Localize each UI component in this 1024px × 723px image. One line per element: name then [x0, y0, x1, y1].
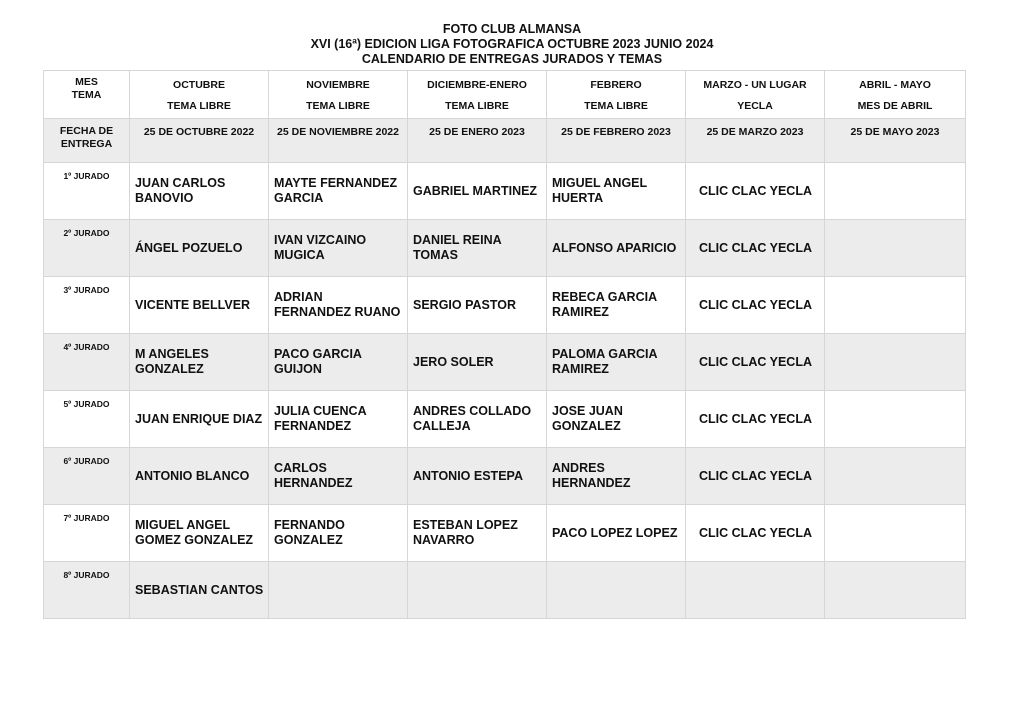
- jurado-label: 3º JURADO: [44, 277, 130, 334]
- jurado-label: 1º JURADO: [44, 163, 130, 220]
- jurado-name: VICENTE BELLVER: [130, 277, 269, 334]
- delivery-date: 25 DE FEBRERO 2023: [547, 119, 686, 163]
- jurado-name: [825, 277, 966, 334]
- jurado-name: ANDRES COLLADO CALLEJA: [408, 391, 547, 448]
- jurado-name: CLIC CLAC YECLA: [686, 163, 825, 220]
- league-edition-title: XVI (16ª) EDICION LIGA FOTOGRAFICA OCTUBRE 2023 JUNIO 2024: [310, 37, 714, 51]
- jurado-label: 5º JURADO: [44, 391, 130, 448]
- jurado-name: ANTONIO ESTEPA: [408, 448, 547, 505]
- jurado-name: [408, 562, 547, 619]
- month-cell: [686, 71, 825, 119]
- month-name: NOVIEMBRE: [306, 79, 370, 91]
- jurado-name: [269, 562, 408, 619]
- month-theme: MES DE ABRIL: [857, 100, 933, 112]
- jurado-name: CLIC CLAC YECLA: [686, 391, 825, 448]
- jurado-name: CLIC CLAC YECLA: [686, 448, 825, 505]
- month-name: DICIEMBRE-ENERO: [427, 79, 527, 91]
- jurado-name: DANIEL REINA TOMAS: [408, 220, 547, 277]
- jurado-name: JOSE JUAN GONZALEZ: [547, 391, 686, 448]
- jurado-row: [44, 505, 966, 562]
- jurado-name: GABRIEL MARTINEZ: [408, 163, 547, 220]
- fecha-entrega-label-cell: [44, 119, 130, 163]
- jurado-name: ESTEBAN LOPEZ NAVARRO: [408, 505, 547, 562]
- jurado-name: ÁNGEL POZUELO: [130, 220, 269, 277]
- jurado-row: [44, 220, 966, 277]
- jurado-name: [825, 220, 966, 277]
- jurado-row: [44, 163, 966, 220]
- jurado-row: [44, 277, 966, 334]
- month-cell: [269, 71, 408, 119]
- delivery-date: 25 DE MARZO 2023: [686, 119, 825, 163]
- jurado-name: [825, 505, 966, 562]
- fecha-label: FECHA DE: [59, 125, 114, 137]
- jurado-row: [44, 448, 966, 505]
- jurado-name: PALOMA GARCIA RAMIREZ: [547, 334, 686, 391]
- jurado-name: SERGIO PASTOR: [408, 277, 547, 334]
- month-name: FEBRERO: [590, 79, 642, 91]
- month-theme: TEMA LIBRE: [306, 100, 370, 112]
- jurado-name: IVAN VIZCAINO MUGICA: [269, 220, 408, 277]
- jurado-name: ANDRES HERNANDEZ: [547, 448, 686, 505]
- jurado-name: MAYTE FERNANDEZ GARCIA: [269, 163, 408, 220]
- month-name: OCTUBRE: [173, 79, 225, 91]
- jurado-name: CLIC CLAC YECLA: [686, 277, 825, 334]
- month-cell: [547, 71, 686, 119]
- month-cell: [408, 71, 547, 119]
- tema-label: TEMA: [71, 89, 102, 101]
- jurado-label: 2º JURADO: [44, 220, 130, 277]
- jurado-label: 4º JURADO: [44, 334, 130, 391]
- document-title-block: [0, 22, 1024, 67]
- jurado-name: PACO LOPEZ LOPEZ: [547, 505, 686, 562]
- jurado-name: FERNANDO GONZALEZ: [269, 505, 408, 562]
- entrega-label: ENTREGA: [60, 138, 113, 150]
- jurado-name: ALFONSO APARICIO: [547, 220, 686, 277]
- jurado-name: ANTONIO BLANCO: [130, 448, 269, 505]
- delivery-date: 25 DE OCTUBRE 2022: [130, 119, 269, 163]
- jurado-name: MIGUEL ANGEL GOMEZ GONZALEZ: [130, 505, 269, 562]
- jurado-name: MIGUEL ANGEL HUERTA: [547, 163, 686, 220]
- calendar-title: CALENDARIO DE ENTREGAS JURADOS Y TEMAS: [361, 52, 663, 66]
- month-name: MARZO - UN LUGAR: [703, 79, 807, 91]
- jurado-name: [825, 163, 966, 220]
- jurado-name: JUAN ENRIQUE DIAZ: [130, 391, 269, 448]
- jurado-name: [825, 448, 966, 505]
- jurado-name: CLIC CLAC YECLA: [686, 505, 825, 562]
- jurado-row: [44, 562, 966, 619]
- month-theme: TEMA LIBRE: [445, 100, 509, 112]
- month-theme: TEMA LIBRE: [584, 100, 648, 112]
- jurado-name: [825, 334, 966, 391]
- jurado-label: 8º JURADO: [44, 562, 130, 619]
- month-name: ABRIL - MAYO: [859, 79, 931, 91]
- delivery-date: 25 DE NOVIEMBRE 2022: [269, 119, 408, 163]
- jurado-name: JULIA CUENCA FERNANDEZ: [269, 391, 408, 448]
- mes-tema-label-cell: [44, 71, 130, 119]
- delivery-date: 25 DE ENERO 2023: [408, 119, 547, 163]
- month-cell: [130, 71, 269, 119]
- jurado-name: REBECA GARCIA RAMIREZ: [547, 277, 686, 334]
- jurado-name: JUAN CARLOS BANOVIO: [130, 163, 269, 220]
- jurado-name: SEBASTIAN CANTOS: [130, 562, 269, 619]
- jurado-name: [825, 562, 966, 619]
- club-name: FOTO CLUB ALMANSA: [442, 22, 582, 36]
- month-theme: TEMA LIBRE: [167, 100, 231, 112]
- jurado-name: CLIC CLAC YECLA: [686, 334, 825, 391]
- jurado-name: PACO GARCIA GUIJON: [269, 334, 408, 391]
- jurado-name: M ANGELES GONZALEZ: [130, 334, 269, 391]
- delivery-date: 25 DE MAYO 2023: [825, 119, 966, 163]
- jurado-name: CARLOS HERNANDEZ: [269, 448, 408, 505]
- jurado-name: CLIC CLAC YECLA: [686, 220, 825, 277]
- jurado-name: JERO SOLER: [408, 334, 547, 391]
- jurado-label: 7º JURADO: [44, 505, 130, 562]
- jurado-name: [547, 562, 686, 619]
- month-theme: YECLA: [737, 100, 773, 112]
- month-theme-row: [44, 71, 966, 119]
- month-cell: [825, 71, 966, 119]
- jurado-label: 6º JURADO: [44, 448, 130, 505]
- jurado-row: [44, 391, 966, 448]
- calendar-table: [43, 70, 966, 619]
- mes-label: MES: [75, 76, 98, 88]
- jurado-name: [825, 391, 966, 448]
- jurado-row: [44, 334, 966, 391]
- jurado-name: ADRIAN FERNANDEZ RUANO: [269, 277, 408, 334]
- jurado-name: [686, 562, 825, 619]
- delivery-date-row: [44, 119, 966, 163]
